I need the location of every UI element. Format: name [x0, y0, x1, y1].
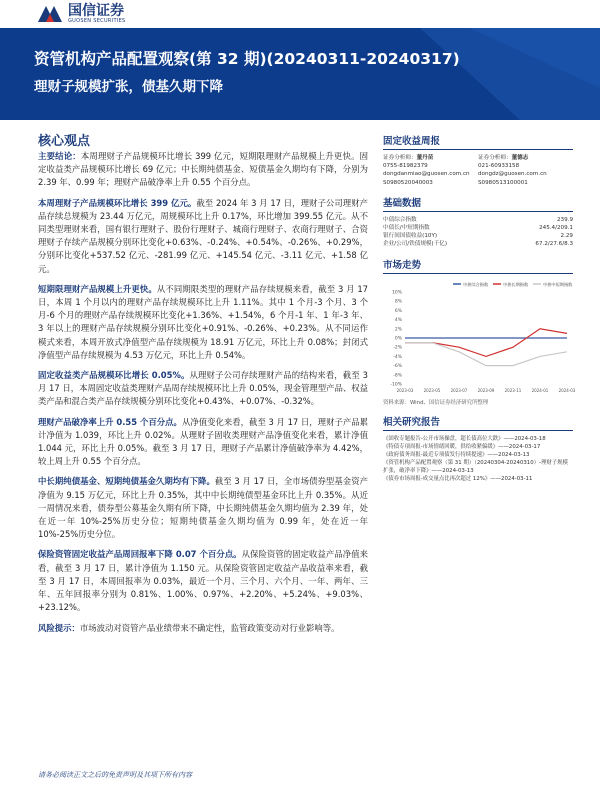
legend-label: 中债中短期指数	[543, 281, 573, 287]
basic-data-value: 245.4/209.1	[539, 225, 573, 232]
core-paragraph	[38, 548, 368, 614]
analyst-name: 董丹苗	[416, 155, 434, 161]
market-trend-title: 市场走势	[383, 257, 573, 274]
chart-source-note: 资料来源：Wind、国信证券经济研究所整理	[383, 399, 489, 406]
core-views-title: 核心观点	[38, 134, 91, 149]
paragraph-text: 截至 3 月 17 日，全市场债券型基金资产净值为 9.15 万亿元，环比上升 0.35%，其中中长期纯债型基金环比上升 0.35%。从近一周情况来看，债券型公募基金久期有所下降，中长期纯债基金久期均值为 2.39 年，处在近一年 10%-25%历史分位；短期纯债基金久期均值为 0.99 年，处在近一年 10%-25%历史分位。	[38, 476, 368, 540]
legend-label: 中债综合指数	[463, 281, 489, 287]
core-paragraph	[38, 197, 368, 276]
logo-mark-icon	[36, 4, 64, 24]
core-paragraph	[38, 622, 368, 635]
basic-data-row	[383, 232, 573, 240]
paragraph-highlight: 保险资管固定收益产品周回报率下降 0.07 个百分点。	[38, 549, 242, 560]
legend-label: 中债长期指数	[503, 281, 529, 287]
x-tick-label: 2023-05	[423, 387, 441, 393]
y-tick-label: 2%	[394, 326, 402, 332]
analyst-role: 证券分析师：	[478, 155, 512, 161]
brand-logo	[36, 4, 126, 24]
paragraph-text: 从净值变化来看，截至 3 月 17 日，理财子产品累计净值为 1.039，环比上升 0.02%。从理财子固收类理财产品净值变化来看，累计净值 1.044 元，环比上升 0.05%。截至 3 月 17 日，理财子产品累计净值破净率为 4.42%，较上周上升 0.55 个百分点。	[38, 416, 368, 467]
analyst-cert: S0980520040003	[383, 179, 433, 186]
paragraph-highlight: 中长期纯债基金、短期纯债基金久期均有下降。	[38, 476, 215, 487]
banner-decoration	[0, 28, 600, 120]
analyst-email[interactable]: dongdanmiao@guosen.com.cn	[383, 171, 470, 178]
core-paragraph	[38, 283, 368, 362]
basic-data-label: 中债长/中短期指数	[383, 225, 430, 232]
basic-data-label: 银行间国债收益(10Y)	[383, 233, 438, 240]
related-report-item[interactable]: 《固收专题报告-公开市场操盘，超长债高位大跌》——2024-03-18	[383, 435, 546, 442]
paragraph-text: 从理财子公司存续理财产品的结构来看，截至 3 月 17 日，本周固定收益类理财产品周存续规模环比上升 0.05%，现金管理型产品、权益类产品和混合类产品存续规模分别环比变化+0.43%、+0.07%、-0.32%。	[38, 370, 368, 407]
report-title: 资管机构产品配置观察(第 32 期)(20240311-20240317)	[34, 50, 460, 68]
y-tick-label: -8%	[393, 372, 402, 378]
y-tick-label: -6%	[393, 363, 402, 369]
title-banner	[0, 28, 600, 120]
y-tick-label: -2%	[393, 345, 402, 351]
analyst-role: 证券分析师：	[383, 155, 417, 161]
x-tick-label: 2023-03	[396, 387, 414, 393]
y-tick-label: -10%	[390, 382, 402, 388]
analyst-phone: 021-60933158	[478, 163, 520, 170]
analyst-2	[478, 154, 573, 187]
paragraph-highlight: 固定收益类产品规模环比增长 0.05%。	[38, 370, 190, 381]
y-tick-label: 8%	[394, 299, 402, 305]
y-tick-label: -4%	[393, 354, 402, 360]
market-trend-chart	[383, 278, 576, 396]
paragraph-highlight: 理财产品破净率上升 0.55 个百分点。	[38, 416, 182, 427]
paragraph-highlight: 短期限理财产品规模上升更快。	[38, 283, 157, 294]
core-paragraph	[38, 475, 368, 541]
basic-data-value: 239.9	[556, 216, 573, 223]
y-tick-label: 6%	[394, 308, 402, 314]
analyst-email[interactable]: dongdz@guosen.com.cn	[478, 171, 547, 178]
analyst-name: 董德志	[511, 155, 529, 161]
paragraph-highlight: 风险提示：	[38, 622, 80, 633]
related-report-item[interactable]: 《资管机构产品配置观察（第 31 期）（20240304-20240310）-理财子规模扩张，破净率下降》——2024-03-13	[383, 459, 568, 474]
core-paragraph	[38, 150, 368, 190]
paragraph-highlight: 本周理财子产品规模环比增长 399 亿元。	[38, 197, 197, 208]
x-tick-label: 2023-07	[450, 387, 468, 393]
paragraph-text: 截至 2024 年 3 月 17 日，理财子公司理财产品存续总规模为 23.44 万亿元，周规模环比上升 0.17%，环比增加 399.55 亿元。从不同类型理财来看，国有银行理财子、股份行理财子、城商行理财子、农商行理财子、合资理财子存续产品规模分别环比变化+0.63%、-0.24%、+0.54%、-0.26%、+0.29%，分别环比变化+537.52 亿元、-281.99 亿元、+145.54 亿元、-3.11 亿元、+1.58 亿元。	[38, 197, 369, 274]
paragraph-text: 从不同期限类型的理财产品存续规模来看，截至 3 月 17 日，本周 1 个月以内的理财产品存续规模环比上升 1.11%。其中 1 个月-3 个月、3 个月-6 个月的理财产品存续规模环比变化+1.36%、+1.54%，6 个月-1 年、1 年-3 年、3 年以上的理财产品存续规模分别环比变化+0.91%、-0.26%、+0.23%。从不同运作模式来看，本周开放式净值型产品存续规模为 18.91 万亿元，环比上升 0.08%；封闭式净值型产品存续规模为 4.53 万亿元，环比上升 0.54%。	[38, 283, 368, 360]
related-report-item[interactable]: 《特债专项周报-市场情绪回暖，供给收紧偏缓》——2024-03-17	[383, 443, 541, 450]
x-tick-label: 2023-11	[504, 387, 522, 393]
y-tick-label: 10%	[391, 290, 402, 296]
related-title: 相关研究报告	[383, 414, 573, 431]
core-paragraph	[38, 369, 368, 409]
basic-data-row	[383, 216, 573, 224]
analyst-1	[383, 154, 478, 187]
report-type: 固定收益周报	[383, 133, 573, 150]
x-tick-label: 2023-09	[477, 387, 495, 393]
core-paragraphs	[38, 150, 368, 635]
analyst-cert: S0980513100001	[478, 179, 528, 186]
related-reports-list	[383, 435, 573, 483]
related-report-item[interactable]: 《政府债务周报-最近专项债发行持续提速》——2024-03-13	[383, 451, 530, 458]
basic-data-title: 基础数据	[383, 195, 573, 212]
x-tick-label: 2024-03	[558, 387, 576, 393]
footer-disclaimer[interactable]: 请务必阅读正文之后的免责声明及其项下所有内容	[38, 771, 192, 779]
related-report-item[interactable]: 《债券市场周报-成交量点比再次超过 12%》——2024-03-11	[383, 475, 533, 482]
paragraph-highlight: 主要结论：	[38, 151, 81, 161]
logo-subtitle: GUOSEN SECURITIES	[68, 18, 126, 24]
paragraph-text: 从保险资管的固定收益产品净值来看，截至 3 月 17 日，累计净值为 1.150 元。从保险资管固定收益产品收益率来看，截至 3 月 17 日，本周回报率为 0.03%，最近一个月、三个月、六个月、一年、两年、三年、五年回报率分别为 0.81%、1.00%、0.97%、+2.20%、+5.24%、+9.03%、+23.12%。	[38, 549, 369, 613]
logo-name: 国信证券	[68, 3, 124, 19]
series-line	[405, 342, 567, 365]
basic-data-label: 中债综合指数	[383, 216, 417, 223]
chart-svg	[383, 278, 576, 396]
sidebar	[383, 133, 576, 483]
core-views-column	[38, 130, 368, 642]
paragraph-text: 本周理财子产品规模环比增长 399 亿元，短期限理财产品规模上升更快。固定收益类产品规模环比增长 69 亿元；中长期纯债基金、短债基金久期均有下降，分别为 2.39 年、0.99 年；理财产品破净率上升 0.55 个百分点。	[38, 151, 369, 188]
y-tick-label: 4%	[394, 317, 402, 323]
report-subtitle: 理财子规模扩张，债基久期下降	[34, 79, 223, 95]
analyst-info	[383, 154, 573, 187]
basic-data-table	[383, 216, 573, 249]
core-paragraph	[38, 416, 368, 469]
basic-data-label: 企业/公司/铁债规模(千亿)	[383, 241, 448, 248]
analyst-phone: 0755-81982379	[383, 163, 428, 170]
basic-data-row	[383, 224, 573, 232]
basic-data-value: 2.29	[560, 233, 573, 240]
basic-data-row	[383, 240, 573, 248]
basic-data-value: 67.2/27.6/8.3	[535, 241, 573, 248]
y-tick-label: 0%	[394, 336, 402, 342]
x-tick-label: 2024-01	[531, 387, 549, 393]
paragraph-text: 市场波动对资管产品业绩带来不确定性，监管政策变动对行业影响等。	[79, 622, 340, 633]
